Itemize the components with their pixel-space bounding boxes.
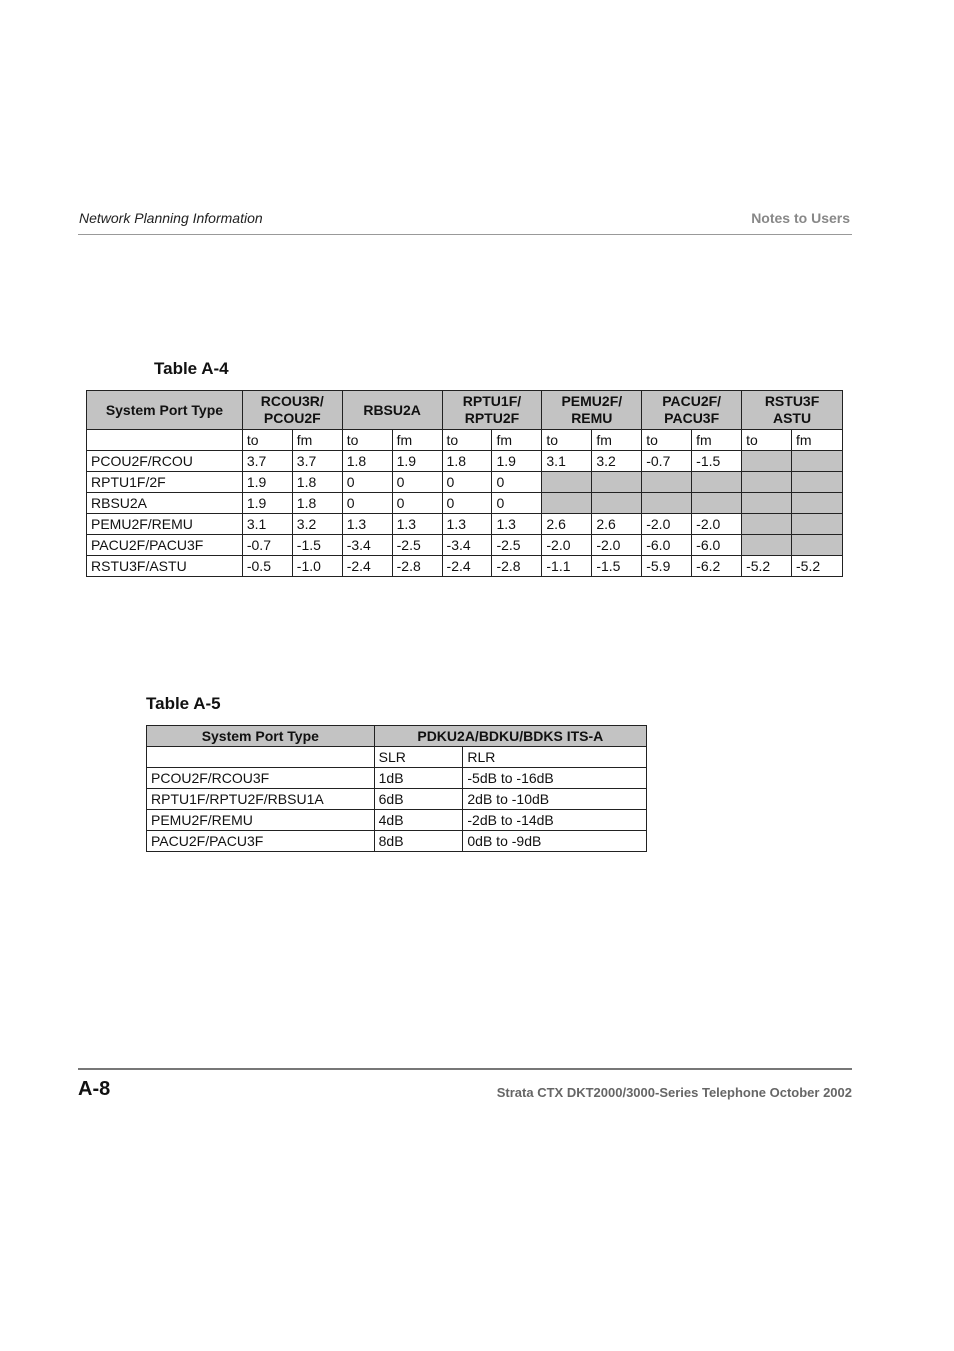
slr-cell: 8dB [374, 831, 463, 852]
table-a4-subheader-cell: to [642, 430, 692, 451]
table-a4-group-header [642, 391, 742, 430]
table-cell: 0 [442, 493, 492, 514]
row-label: PCOU2F/RCOU [87, 451, 243, 472]
slr-cell: 1dB [374, 768, 463, 789]
shaded-cell [742, 535, 792, 556]
header-chapter-title: Notes to Users [751, 210, 850, 226]
table-a5 [146, 725, 647, 852]
table-cell: 3.1 [542, 451, 592, 472]
table-row [147, 831, 647, 852]
table-a4-header-system-port-type: System Port Type [87, 391, 243, 430]
rlr-cell: -5dB to -16dB [463, 768, 647, 789]
table-a4-group-header [242, 391, 342, 430]
table-cell: -3.4 [442, 535, 492, 556]
table-a4-subheader-cell: to [342, 430, 392, 451]
table-cell: 1.3 [442, 514, 492, 535]
row-label: PACU2F/PACU3F [147, 831, 375, 852]
shaded-cell [792, 472, 843, 493]
table-cell: -1.5 [592, 556, 642, 577]
shaded-cell [692, 493, 742, 514]
table-a5-title: Table A-5 [146, 694, 221, 713]
page-number: A-8 [78, 1078, 111, 1100]
table-a4 [86, 390, 843, 577]
table-cell: 2.6 [542, 514, 592, 535]
table-cell: -2.0 [692, 514, 742, 535]
shaded-cell [742, 472, 792, 493]
group-header-line2: REMU [571, 410, 613, 426]
shaded-cell [542, 493, 592, 514]
group-header-line1: RBSU2A [363, 401, 421, 418]
shaded-cell [742, 514, 792, 535]
table-cell: 1.3 [342, 514, 392, 535]
table-cell: -2.5 [492, 535, 542, 556]
table-a4-group-header [342, 391, 442, 430]
group-header-line2: RPTU2F [464, 410, 520, 426]
group-header-line1: PEMU2F/ [561, 393, 623, 409]
footer-document-title: Strata CTX DKT2000/3000-Series Telephone October 2002 [496, 1085, 852, 1100]
table-a4-body [87, 430, 843, 577]
table-a4-subheader-cell: fm [692, 430, 742, 451]
rlr-cell: 0dB to -9dB [463, 831, 647, 852]
table-row [147, 789, 647, 810]
table-a4-subheader-row [87, 430, 843, 451]
table-a5-body [147, 747, 647, 852]
table-cell: -6.0 [692, 535, 742, 556]
table-a5-header-pdku: PDKU2A/BDKU/BDKS ITS-A [374, 726, 646, 747]
table-cell: 1.9 [392, 451, 442, 472]
table-a4-title: Table A-4 [154, 359, 229, 378]
table-cell: 0 [342, 493, 392, 514]
table-row [147, 768, 647, 789]
table-cell: -0.7 [642, 451, 692, 472]
row-label: RSTU3F/ASTU [87, 556, 243, 577]
row-label: PEMU2F/REMU [87, 514, 243, 535]
table-cell: 1.3 [492, 514, 542, 535]
table-a4-group-header [742, 391, 843, 430]
row-label: RPTU1F/2F [87, 472, 243, 493]
shaded-cell [792, 535, 843, 556]
table-a5-subheader-row [147, 747, 647, 768]
table-cell: 1.8 [342, 451, 392, 472]
table-cell: 1.9 [242, 493, 292, 514]
table-row [87, 535, 843, 556]
header-divider [78, 234, 852, 235]
table-cell: 3.2 [292, 514, 342, 535]
table-cell: 1.9 [492, 451, 542, 472]
table-row [147, 810, 647, 831]
shaded-cell [692, 472, 742, 493]
table-a4-subheader-cell: to [442, 430, 492, 451]
shaded-cell [792, 493, 843, 514]
table-a4-subheader-cell: fm [492, 430, 542, 451]
table-cell: -1.5 [692, 451, 742, 472]
row-label: RBSU2A [87, 493, 243, 514]
table-cell: 1.8 [442, 451, 492, 472]
table-a4-subheader-cell: to [742, 430, 792, 451]
group-header-line1: RCOU3R/ [260, 393, 324, 409]
table-cell: -5.9 [642, 556, 692, 577]
table-cell: -1.0 [292, 556, 342, 577]
table-cell: 0 [392, 493, 442, 514]
table-a5-subheader-cell: RLR [463, 747, 647, 768]
table-a5-subheader-cell: SLR [374, 747, 463, 768]
table-cell: -2.5 [392, 535, 442, 556]
table-cell: 1.8 [292, 493, 342, 514]
table-cell: -2.8 [392, 556, 442, 577]
table-cell: -2.4 [342, 556, 392, 577]
table-cell: -2.0 [542, 535, 592, 556]
table-cell: -3.4 [342, 535, 392, 556]
table-a5-header-row [147, 726, 647, 747]
table-cell: -2.0 [642, 514, 692, 535]
table-cell: 3.2 [592, 451, 642, 472]
row-label: PEMU2F/REMU [147, 810, 375, 831]
table-cell: 1.8 [292, 472, 342, 493]
table-row [87, 556, 843, 577]
table-cell: 0 [342, 472, 392, 493]
table-cell: -2.0 [592, 535, 642, 556]
table-a4-subheader-cell: to [542, 430, 592, 451]
table-cell: -0.5 [242, 556, 292, 577]
shaded-cell [542, 472, 592, 493]
table-row [87, 451, 843, 472]
footer-divider [78, 1068, 852, 1070]
group-header-line1: PACU2F/ [662, 393, 722, 409]
table-a5-subheader-blank [147, 747, 375, 768]
table-cell: 3.1 [242, 514, 292, 535]
table-cell: 2.6 [592, 514, 642, 535]
header-section-title: Network Planning Information [79, 210, 263, 226]
group-header-line2: PACU3F [664, 410, 720, 426]
table-a4-subheader-blank [87, 430, 243, 451]
row-label: PCOU2F/RCOU3F [147, 768, 375, 789]
table-row [87, 514, 843, 535]
table-a4-header-row [87, 391, 843, 430]
table-cell: 3.7 [292, 451, 342, 472]
table-cell: -6.0 [642, 535, 692, 556]
shaded-cell [592, 493, 642, 514]
table-cell: 1.3 [392, 514, 442, 535]
table-cell: -5.2 [792, 556, 843, 577]
shaded-cell [792, 514, 843, 535]
slr-cell: 6dB [374, 789, 463, 810]
slr-cell: 4dB [374, 810, 463, 831]
rlr-cell: 2dB to -10dB [463, 789, 647, 810]
shaded-cell [742, 493, 792, 514]
table-cell: 1.9 [242, 472, 292, 493]
table-a4-subheader-cell: fm [592, 430, 642, 451]
table-a4-subheader-cell: fm [392, 430, 442, 451]
group-header-line2: PCOU2F [263, 410, 321, 426]
table-a4-group-header [442, 391, 542, 430]
table-cell: -1.1 [542, 556, 592, 577]
table-cell: 3.7 [242, 451, 292, 472]
table-cell: -2.4 [442, 556, 492, 577]
table-row [87, 472, 843, 493]
shaded-cell [592, 472, 642, 493]
table-cell: 0 [492, 493, 542, 514]
group-header-line2: ASTU [772, 410, 812, 426]
table-cell: -6.2 [692, 556, 742, 577]
table-a4-subheader-cell: fm [792, 430, 843, 451]
row-label: RPTU1F/RPTU2F/RBSU1A [147, 789, 375, 810]
row-label: PACU2F/PACU3F [87, 535, 243, 556]
table-cell: 0 [492, 472, 542, 493]
table-cell: -1.5 [292, 535, 342, 556]
group-header-line1: RSTU3F [764, 393, 820, 409]
shaded-cell [742, 451, 792, 472]
shaded-cell [642, 493, 692, 514]
table-row [87, 493, 843, 514]
table-a4-group-header [542, 391, 642, 430]
table-cell: 0 [442, 472, 492, 493]
shaded-cell [792, 451, 843, 472]
table-cell: -5.2 [742, 556, 792, 577]
table-cell: -2.8 [492, 556, 542, 577]
table-cell: 0 [392, 472, 442, 493]
table-a5-header-system-port-type: System Port Type [147, 726, 375, 747]
rlr-cell: -2dB to -14dB [463, 810, 647, 831]
group-header-line1: RPTU1F/ [462, 393, 522, 409]
table-cell: -0.7 [242, 535, 292, 556]
table-a4-subheader-cell: to [242, 430, 292, 451]
table-a4-subheader-cell: fm [292, 430, 342, 451]
shaded-cell [642, 472, 692, 493]
